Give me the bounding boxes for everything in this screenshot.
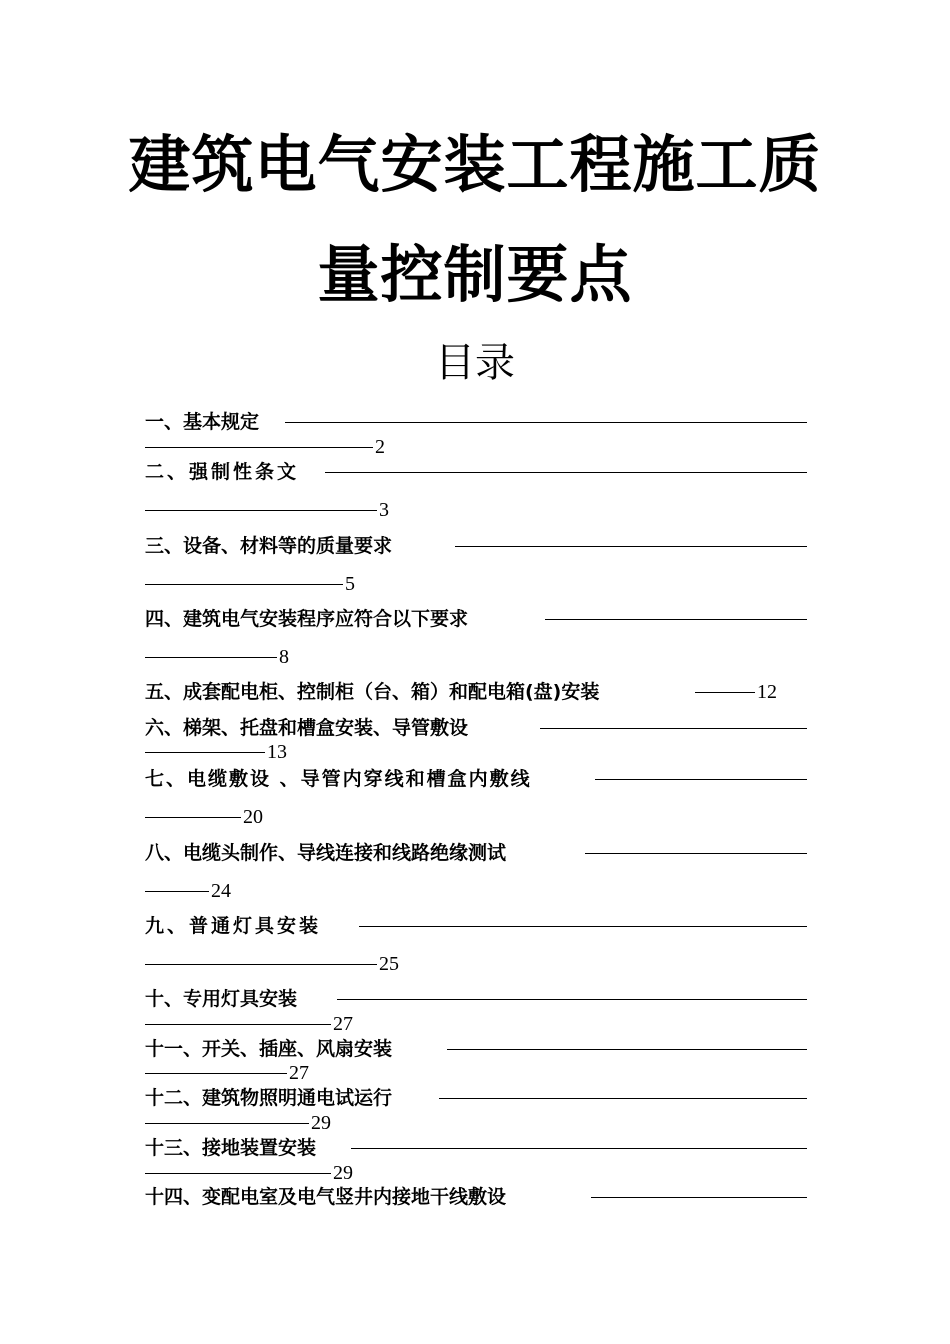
toc-leader	[145, 817, 241, 818]
toc-heading: 目录	[435, 340, 515, 386]
toc-entry-5[interactable]	[145, 680, 807, 704]
toc-leader	[540, 728, 807, 729]
toc-entry-page: 29	[333, 1162, 353, 1184]
toc-leader	[145, 1024, 331, 1025]
toc-leader	[359, 926, 807, 927]
toc-leader	[591, 1197, 807, 1198]
document-title-line-2: 量控制要点	[317, 238, 633, 311]
toc-entry-label: 八、电缆头制作、导线连接和线路绝缘测试	[145, 841, 512, 865]
toc-entry-label: 三、设备、材料等的质量要求	[145, 534, 398, 558]
toc-entry-page: 25	[379, 953, 399, 975]
toc-entry-label: 九、普通灯具安装	[145, 914, 327, 938]
toc-entry-page: 2	[375, 436, 385, 458]
toc-entry-label: 十一、开关、插座、风扇安装	[145, 1037, 398, 1061]
toc-entry-14[interactable]	[145, 1185, 807, 1209]
toc-entry-9[interactable]	[145, 914, 807, 976]
toc-leader	[145, 1173, 331, 1174]
toc-entry-label: 一、基本规定	[145, 410, 265, 434]
toc-entry-13[interactable]	[145, 1136, 807, 1185]
toc-entry-label: 十三、接地装置安装	[145, 1136, 322, 1160]
toc-entry-label: 十四、变配电室及电气竖井内接地干线敷设	[145, 1185, 512, 1209]
toc-entry-page: 8	[279, 646, 289, 668]
toc-leader	[145, 510, 377, 511]
toc-entry-11[interactable]	[145, 1037, 807, 1085]
toc-entry-label: 十二、建筑物照明通电试运行	[145, 1086, 398, 1110]
toc-leader	[145, 584, 343, 585]
toc-entry-6[interactable]	[145, 716, 807, 764]
toc-entry-12[interactable]	[145, 1086, 807, 1135]
toc-leader	[325, 472, 807, 473]
toc-entry-2[interactable]	[145, 460, 807, 522]
toc-leader	[145, 1073, 287, 1074]
toc-entry-page: 3	[379, 499, 389, 521]
toc-entry-7[interactable]	[145, 767, 807, 829]
toc-entry-4[interactable]	[145, 607, 807, 669]
toc-leader	[439, 1098, 807, 1099]
toc-entry-page: 27	[289, 1062, 309, 1084]
toc-entry-3[interactable]	[145, 534, 807, 596]
toc-entry-10[interactable]	[145, 987, 807, 1036]
toc-leader	[595, 779, 807, 780]
toc-leader	[447, 1049, 807, 1050]
toc-leader	[145, 657, 277, 658]
toc-entry-8[interactable]	[145, 841, 807, 903]
toc-entry-label: 五、成套配电柜、控制柜（台、箱）和配电箱(盘)安装	[145, 680, 605, 704]
toc-entry-page: 24	[211, 880, 231, 902]
toc-leader	[145, 752, 265, 753]
toc-leader	[337, 999, 807, 1000]
toc-entry-1[interactable]	[145, 410, 807, 459]
toc-leader	[545, 619, 807, 620]
document-title-line-1: 建筑电气安装工程施工质	[128, 128, 822, 201]
toc-entry-label: 二、强制性条文	[145, 460, 305, 484]
toc-leader	[351, 1148, 807, 1149]
toc-entry-page: 12	[757, 681, 777, 703]
toc-leader	[585, 853, 807, 854]
toc-leader	[695, 692, 755, 693]
toc-leader	[145, 1123, 309, 1124]
toc-leader	[145, 447, 373, 448]
toc-entry-page: 29	[311, 1112, 331, 1134]
toc-leader	[285, 422, 807, 423]
toc-leader	[145, 964, 377, 965]
toc-entry-page: 27	[333, 1013, 353, 1035]
toc-entry-page: 13	[267, 741, 287, 763]
toc-entry-label: 四、建筑电气安装程序应符合以下要求	[145, 607, 474, 631]
toc-entry-label: 七、电缆敷设 、导管内穿线和槽盒内敷线	[145, 767, 538, 791]
toc-leader	[455, 546, 807, 547]
toc-entry-page: 5	[345, 573, 355, 595]
toc-entry-label: 六、梯架、托盘和槽盒安装、导管敷设	[145, 716, 474, 740]
toc-leader	[145, 891, 209, 892]
toc-entry-label: 十、专用灯具安装	[145, 987, 303, 1011]
toc-entry-page: 20	[243, 806, 263, 828]
